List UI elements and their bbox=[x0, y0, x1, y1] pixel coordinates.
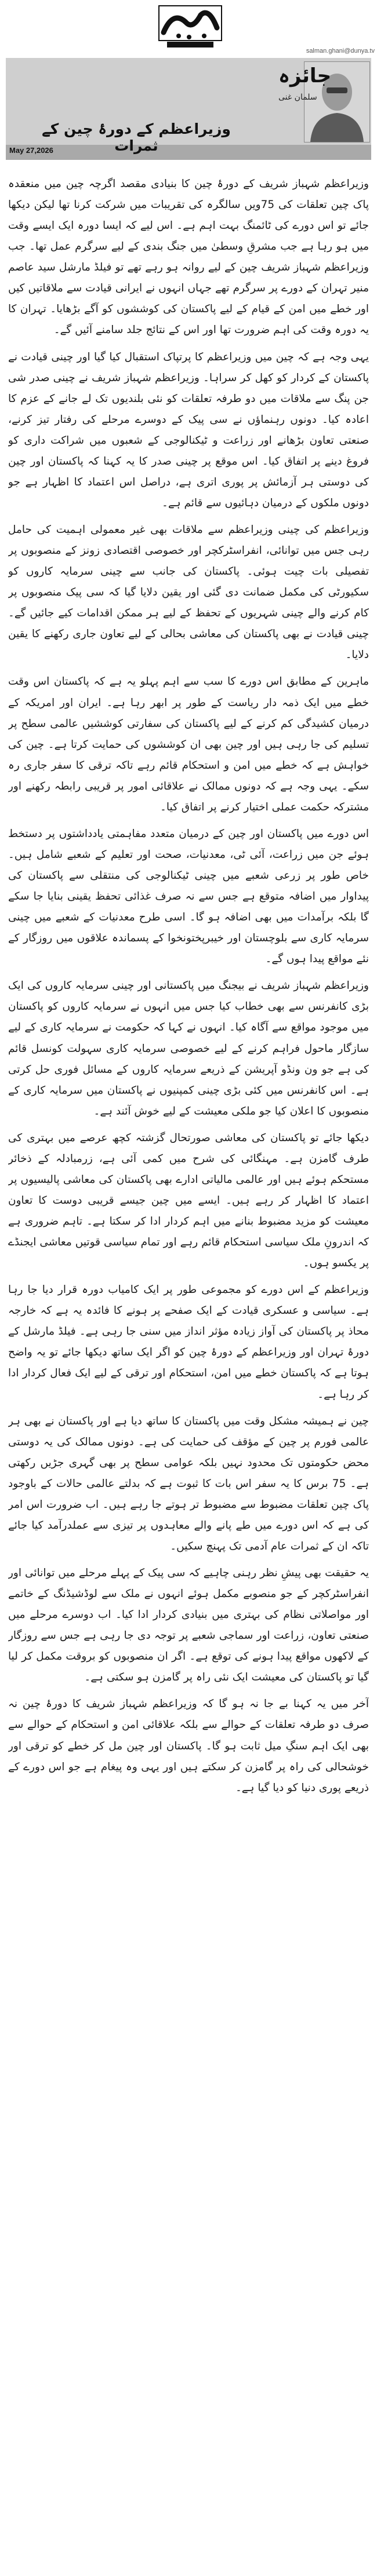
article-paragraph: وزیراعظم شہباز شریف نے بیجنگ میں پاکستانی اور چینی سرمایہ کاروں کی ایک بڑی کانفرنس سے بھی خطاب کیا جس میں انہوں نے سرمایہ کاروں کو پاکستان میں موجود مواقع سے آگاہ کیا۔ انہوں نے کہا کہ حکومت نے سرمایہ کاری کے لیے سازگار ماحول فراہم کرنے کے لیے خصوصی سرمایہ کاری سہولت کونسل قائم کی ہے جو ون ونڈو آپریشن کے ذریعے سرمایہ کاروں کے مسائل فوری حل کرتی ہے۔ اس کانفرنس میں کئی بڑی چینی کمپنیوں نے پاکستان میں سرمایہ کاری کے منصوبوں کا اعلان کیا جو ملکی معیشت کے لیے خوش آئند ہے۔ bbox=[8, 980, 369, 1117]
article-paragraph: آخر میں یہ کہنا بے جا نہ ہو گا کہ وزیراعظم شہباز شریف کا دورۂ چین نہ صرف دو طرفہ تعلقات کے حوالے سے بلکہ علاقائی امن و استحکام کے حوالے سے بھی ایک اہم سنگِ میل ثابت ہو گا۔ پاکستان اور چین مل کر خطے کو ترقی اور خوشحالی کی راہ پر گامزن کر سکتے ہیں اور یہی وہ پیغام ہے جو اس دورے کے ذریعے پوری دنیا کو دیا گیا ہے۔ bbox=[8, 1698, 369, 1794]
article-paragraph: وزیراعظم کی چینی وزیراعظم سے ملاقات بھی غیر معمولی اہمیت کی حامل رہی جس میں توانائی، انفراسٹرکچر اور خصوصی اقتصادی زونز کے منصوبوں پر تفصیلی بات چیت ہوئی۔ پاکستان کی جانب سے چینی سرمایہ کاروں کو سکیورٹی کی مکمل ضمانت دی گئی اور یقین دلایا گیا کہ سی پیک منصوبوں پر کام کرنے والے چینی شہریوں کے تحفظ کے لیے ہر ممکن اقدامات کیے جائیں گے۔ چینی قیادت نے بھی پاکستان کی معاشی بحالی کے لیے تعاون جاری رکھنے کا یقین دلایا۔ bbox=[8, 524, 369, 662]
author-name: سلمان غنی bbox=[278, 93, 317, 102]
publish-date: May 27,2026 bbox=[9, 146, 53, 155]
newspaper-logo bbox=[155, 5, 225, 50]
article-paragraph: وزیراعظم شہباز شریف کے دورۂ چین کا بنیادی مقصد اگرچہ چین میں منعقدہ پاک چین تعلقات کی 75ویں سالگرہ کی تقریبات میں شرکت کرنا تھا لیکن دیکھا جائے تو اس دورے کی ٹائمنگ بہت اہم ہے۔ اس لیے کہ ایسا دورہ ایک ایسے وقت میں ہو رہا ہے جب مشرقِ وسطیٰ میں جنگ بندی کے لیے سرگرم عمل تھا۔ جب وزیراعظم شہباز شریف چین کے لیے روانہ ہو رہے تھے تو فیلڈ مارشل سید عاصم منیر تہران کے دورے پر سرگرم تھے جہاں انہوں نے ایرانی قیادت سے ملاقاتیں کیں اور خطے میں امن کے قیام کے لیے پاکستان کی کوششوں کو آگے بڑھایا۔ تہران کا یہ دورہ وقت کی اہم ضرورت تھا اور اس کے نتائج جلد سامنے آئیں گے۔ bbox=[8, 178, 369, 337]
author-email: salman.ghani@dunya.tv bbox=[306, 47, 375, 54]
article-paragraph: چین نے ہمیشہ مشکل وقت میں پاکستان کا ساتھ دیا ہے اور پاکستان نے بھی ہر عالمی فورم پر چین کے مؤقف کی حمایت کی ہے۔ دونوں ممالک کی یہ دوستی محض حکومتوں تک محدود نہیں بلکہ عوامی سطح پر بھی گہری جڑیں رکھتی ہے۔ 75 برس کا یہ سفر اس بات کا ثبوت ہے کہ بدلتے عالمی حالات کے باوجود پاک چین تعلقات مضبوط سے مضبوط تر ہوتے جا رہے ہیں۔ اب ضرورت اس امر کی ہے کہ اس دورے میں طے پانے والے معاہدوں پر تیزی سے عملدرآمد کیا جائے تاکہ ان کے ثمرات عام آدمی تک پہنچ سکیں۔ bbox=[8, 1415, 369, 1552]
masthead bbox=[0, 0, 377, 55]
column-label: جائزہ bbox=[278, 64, 332, 87]
column-header bbox=[6, 58, 371, 160]
article-body bbox=[8, 174, 369, 2566]
article-paragraph: یہی وجہ ہے کہ چین میں وزیراعظم کا پرتپاک استقبال کیا گیا اور چینی قیادت نے پاکستان کے کردار کو کھل کر سراہا۔ وزیراعظم شہباز شریف نے چینی صدر شی جن پنگ سے ملاقات میں دو طرفہ تعلقات کو نئی بلندیوں تک لے جانے کے عزم کا اعادہ کیا۔ دونوں رہنماؤں نے سی پیک کے دوسرے مرحلے کی رفتار تیز کرنے، صنعتی تعاون بڑھانے اور زراعت و ٹیکنالوجی کے شعبوں میں شراکت داری کو فروغ دینے پر اتفاق کیا۔ اس موقع پر چینی صدر کا یہ کہنا کہ پاکستان اور چین کی دوستی ہر آزمائش پر پوری اتری ہے، دراصل اس اعتماد کا اظہار ہے جو دونوں ملکوں کے درمیان دہائیوں سے قائم ہے۔ bbox=[8, 350, 369, 509]
article-paragraph: ماہرین کے مطابق اس دورے کا سب سے اہم پہلو یہ ہے کہ پاکستان اس وقت خطے میں ایک ذمہ دار ریاست کے طور پر ابھر رہا ہے۔ ایران اور امریکہ کے درمیان کشیدگی کم کرنے کے لیے پاکستان کی سفارتی کوششیں عالمی سطح پر تسلیم کی جا رہی ہیں اور چین بھی ان کوششوں کی حمایت کرتا ہے۔ چین کی خواہش ہے کہ خطے میں امن و استحکام قائم رہے تاکہ ترقی کا سفر جاری رہ سکے۔ یہی وجہ ہے کہ دونوں ممالک نے علاقائی امور پر قریبی رابطہ رکھنے اور مشترکہ حکمت عملی اختیار کرنے پر اتفاق کیا۔ bbox=[8, 675, 369, 813]
article-paragraph: وزیراعظم کے اس دورے کو مجموعی طور پر ایک کامیاب دورہ قرار دیا جا رہا ہے۔ سیاسی و عسکری قیادت کے ایک صفحے پر ہونے کا فائدہ یہ ہے کہ خارجہ محاذ پر پاکستان کی آواز زیادہ مؤثر انداز میں سنی جا رہی ہے۔ فیلڈ مارشل کے دورۂ تہران اور وزیراعظم کے دورۂ چین کو اگر ایک ساتھ دیکھا جائے تو یہ واضح ہوتا ہے کہ پاکستان خطے میں امن، استحکام اور ترقی کے لیے ایک فعال کردار ادا کر رہا ہے۔ bbox=[8, 1284, 369, 1401]
article-paragraph: یہ حقیقت بھی پیشِ نظر رہنی چاہیے کہ سی پیک کے پہلے مرحلے میں توانائی اور انفراسٹرکچر کے جو منصوبے مکمل ہوئے انہوں نے ملک سے لوڈشیڈنگ کے خاتمے اور مواصلاتی نظام کی بہتری میں بنیادی کردار ادا کیا۔ اب دوسرے مرحلے میں صنعتی تعاون، زراعت اور سماجی شعبے پر توجہ دی جا رہی ہے جس سے روزگار کے لاکھوں مواقع پیدا ہونے کی توقع ہے۔ اگر ان منصوبوں کو بروقت مکمل کر لیا گیا تو پاکستان کی معیشت ایک نئی راہ پر گامزن ہو سکتی ہے۔ bbox=[8, 1567, 369, 1684]
article-paragraph: دیکھا جائے تو پاکستان کی معاشی صورتحال گزشتہ کچھ عرصے میں بہتری کی طرف گامزن ہے۔ مہنگائی کی شرح میں کمی آئی ہے، زرمبادلہ کے ذخائر مستحکم ہوئے ہیں اور عالمی مالیاتی ادارے بھی پاکستان کی معاشی پالیسیوں پر اعتماد کا اظہار کر رہے ہیں۔ ایسے میں چین جیسے قریبی دوست کا تعاون معیشت کو مزید مضبوط بنانے میں اہم کردار ادا کر سکتا ہے۔ تاہم ضروری ہے کہ اندرونِ ملک سیاسی استحکام قائم رہے اور تمام سیاسی قوتیں معاشی ایجنڈے پر یکسو ہوں۔ bbox=[8, 1131, 369, 1270]
article-paragraph: اس دورے میں پاکستان اور چین کے درمیان متعدد مفاہمتی یادداشتوں پر دستخط ہوئے جن میں زراعت، آئی ٹی، معدنیات، صحت اور تعلیم کے شعبے شامل ہیں۔ خاص طور پر زرعی شعبے میں چینی ٹیکنالوجی کی منتقلی سے پاکستان کی پیداوار میں اضافہ متوقع ہے جس سے نہ صرف غذائی تحفظ یقینی بنایا جا سکے گا بلکہ برآمدات میں بھی اضافہ ہو گا۔ اسی طرح معدنیات کے شعبے میں چینی سرمایہ کاری سے بلوچستان اور خیبرپختونخوا کے پسماندہ علاقوں میں روزگار کے نئے مواقع پیدا ہوں گے۔ bbox=[8, 827, 369, 966]
headline: وزیراعظم کے دورۂ چین کے ثمرات bbox=[42, 120, 231, 154]
